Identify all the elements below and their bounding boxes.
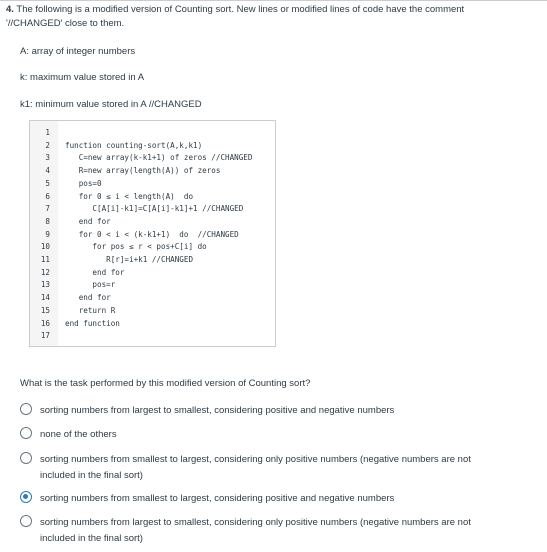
answer-option-label: sorting numbers from smallest to largest, considering positive and negative numbers <box>40 493 395 504</box>
line-number: 11 <box>40 255 50 264</box>
code-text: end function <box>65 318 120 328</box>
code-block <box>29 120 276 347</box>
code-line <box>30 140 275 153</box>
line-number: 17 <box>40 331 50 341</box>
line-number: 7 <box>45 204 50 214</box>
radio-button[interactable] <box>20 515 32 527</box>
code-text: end for <box>65 267 125 277</box>
param-k-description: k: maximum value stored in A <box>20 72 145 83</box>
code-text: end for <box>65 216 111 226</box>
code-line <box>30 165 275 178</box>
code-text: for 0 < i < (k-k1+1) do //CHANGED <box>65 229 239 239</box>
code-text: pos=r <box>65 280 116 290</box>
code-line <box>30 152 275 165</box>
radio-button[interactable] <box>20 403 32 415</box>
param-a-description: A: array of integer numbers <box>20 46 136 57</box>
param-k1-description: k1: minimum value stored in A //CHANGED <box>20 99 202 110</box>
code-line <box>30 330 275 343</box>
line-number: 5 <box>45 178 50 188</box>
code-line <box>30 279 275 292</box>
code-text: for 0 ≤ i < length(A) do <box>65 191 194 201</box>
question-intro-line1: The following is a modified version of Counting sort. New lines or modified lines of code have the comment <box>16 4 465 15</box>
question-intro-line2: '//CHANGED' close to them. <box>6 18 125 29</box>
line-number: 9 <box>45 229 50 239</box>
code-line <box>30 254 275 267</box>
radio-button[interactable] <box>20 427 32 439</box>
code-line <box>30 305 275 318</box>
line-number: 2 <box>45 140 50 150</box>
line-number: 8 <box>45 216 50 226</box>
answer-option-label: sorting numbers from largest to smallest, considering positive and negative numbers <box>40 405 395 416</box>
answer-option-label: none of the others <box>40 429 117 440</box>
code-line <box>30 318 275 331</box>
code-line <box>30 203 275 216</box>
code-text: function counting-sort(A,k,k1) <box>65 140 203 150</box>
answer-option-label: sorting numbers from largest to smallest, considering only positive numbers (negative numbers are not included in the final sort) <box>40 517 471 544</box>
code-line <box>30 267 275 280</box>
radio-button[interactable] <box>20 491 32 503</box>
question-number: 4. <box>6 4 14 15</box>
code-text: pos=0 <box>65 178 102 188</box>
line-number: 4 <box>45 166 50 176</box>
code-line <box>30 178 275 191</box>
question-header <box>6 3 541 31</box>
line-number: 13 <box>40 280 50 290</box>
answer-option-label: sorting numbers from smallest to largest, considering only positive numbers (negative numbers are not included in the final sort) <box>40 454 471 481</box>
code-line <box>30 241 275 254</box>
line-number: 14 <box>40 293 50 303</box>
line-number: 16 <box>40 318 50 328</box>
code-line <box>30 292 275 305</box>
radio-button[interactable] <box>20 452 32 464</box>
code-line <box>30 191 275 204</box>
code-line <box>30 127 275 140</box>
code-text: C[A[i]-k1]=C[A[i]-k1]+1 //CHANGED <box>65 204 244 214</box>
code-text: end for <box>65 293 111 303</box>
code-text: C=new array(k-k1+1) of zeros //CHANGED <box>65 153 253 163</box>
code-text: for pos ≤ r < pos+C[i] do <box>65 242 207 252</box>
code-text: R=new array(length(A)) of zeros <box>65 166 221 176</box>
question-prompt: What is the task performed by this modified version of Counting sort? <box>20 378 311 389</box>
line-number: 1 <box>45 128 50 137</box>
line-number: 10 <box>40 242 50 252</box>
line-number: 15 <box>40 305 50 315</box>
line-number: 6 <box>45 191 50 201</box>
top-divider <box>0 0 547 1</box>
line-number: 12 <box>40 267 50 277</box>
code-line <box>30 216 275 229</box>
code-text: return R <box>65 305 116 315</box>
code-text: R[r]=i+k1 //CHANGED <box>65 255 194 264</box>
code-line <box>30 229 275 242</box>
line-number: 3 <box>45 153 50 163</box>
